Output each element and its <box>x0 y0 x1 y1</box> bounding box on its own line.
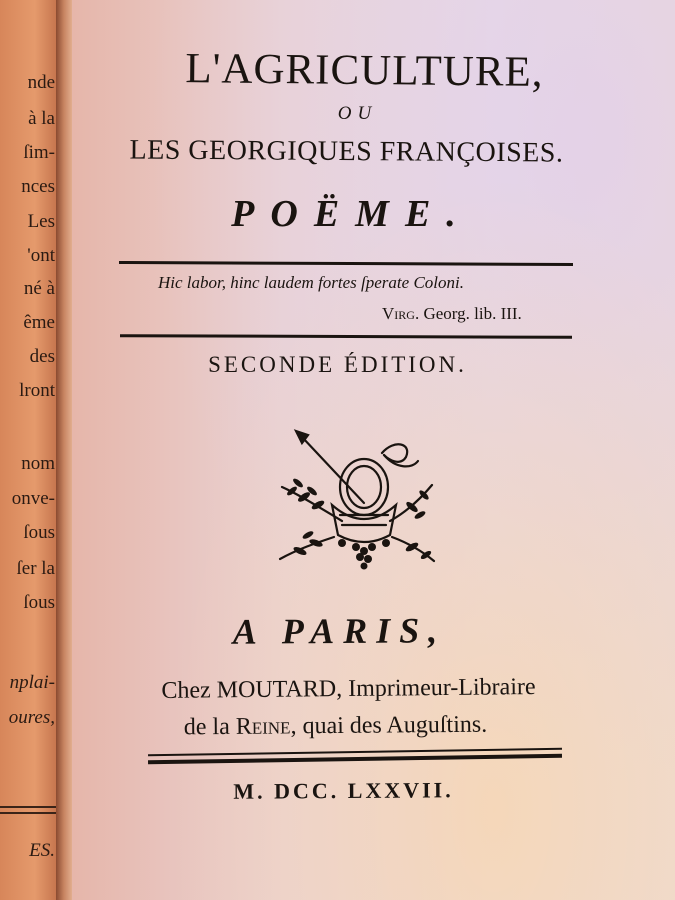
left-page-rule <box>0 806 56 808</box>
epigraph-attribution <box>382 304 522 324</box>
edition-label: SECONDE ÉDITION. <box>208 352 467 377</box>
address-reine: Reine <box>235 713 291 740</box>
left-page-fragment: ſous <box>23 592 55 613</box>
publisher-address-line <box>34 710 637 742</box>
publisher-name: MOUTARD <box>216 676 337 704</box>
attribution-author: Virg. <box>382 304 420 323</box>
publication-date: M. DCC. LXXVII. <box>233 777 454 804</box>
divider-rule <box>148 754 562 765</box>
left-page-fragment: ême <box>23 312 55 333</box>
imprint-city: A PARIS, <box>232 610 447 652</box>
left-page-fragment: né à <box>23 278 55 299</box>
address-suffix: , quai des Auguſtins. <box>290 711 488 740</box>
publisher-line <box>47 673 650 706</box>
publisher-prefix: Chez <box>161 677 211 704</box>
address-prefix: de la <box>183 713 230 741</box>
left-page-fragment: ſer la <box>16 558 55 579</box>
left-page-fragment: nom <box>21 453 55 474</box>
publisher-role: , Imprimeur-Libraire <box>335 674 536 703</box>
left-page-fragment: oures, <box>8 707 55 728</box>
left-page-rule <box>0 812 56 814</box>
title-conjunction: OU <box>337 103 378 124</box>
left-page-fragment: nplai- <box>9 672 55 693</box>
fleuron-icon <box>272 425 442 570</box>
genre-label: POËME. <box>231 193 472 235</box>
divider-rule <box>120 334 572 339</box>
epigraph: Hic labor, hinc laudem fortes ſperate Coloni. <box>158 273 464 292</box>
title-page <box>72 0 675 900</box>
left-page-fragment: ſous <box>23 522 55 543</box>
left-page-fragment: lront <box>19 380 55 401</box>
left-page-fragment: Les <box>27 211 55 232</box>
left-page-fragment: à la <box>28 108 55 129</box>
left-page-fragment: des <box>29 346 55 367</box>
attribution-reference: Georg. lib. III. <box>423 304 522 323</box>
left-page-fragment: 'ont <box>27 245 55 266</box>
left-page-fragment: nde <box>27 72 55 93</box>
left-page-fragment: nces <box>21 176 55 197</box>
book-subtitle: LES GEORGIQUES FRANÇOISES. <box>129 134 564 169</box>
left-page-fragment: ſim- <box>23 142 55 163</box>
left-page-fragment: onve- <box>11 488 55 509</box>
book-title: L'AGRICULTURE, <box>185 45 544 96</box>
divider-rule <box>119 261 573 266</box>
left-page-fragment: ES. <box>29 840 55 861</box>
